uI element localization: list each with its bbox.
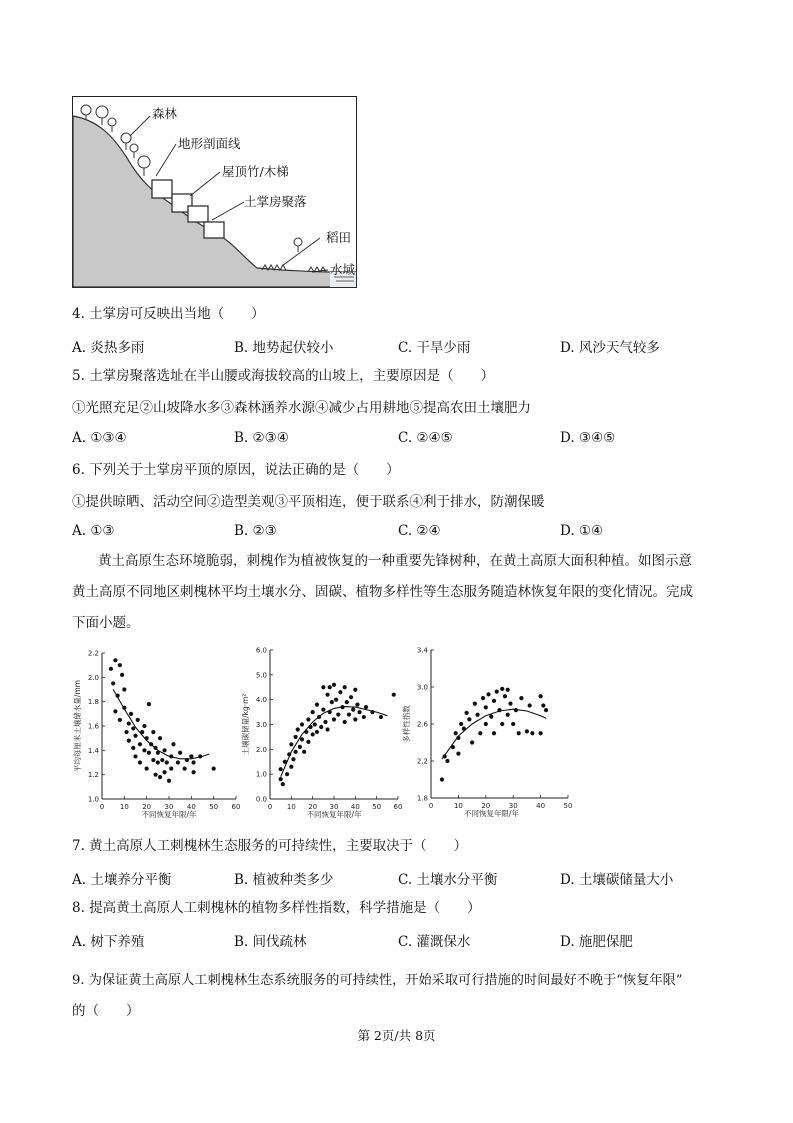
q5-option-c[interactable]: C. ②④⑤ (398, 430, 453, 446)
q6-option-a[interactable]: A. ①③ (72, 523, 115, 539)
data-point (279, 767, 283, 771)
x-tick-label: 0 (99, 803, 105, 811)
data-point (160, 758, 164, 762)
y-tick-label: 0.0 (255, 795, 267, 804)
data-point (178, 751, 182, 755)
data-point (330, 700, 334, 704)
x-tick-label: 10 (119, 803, 129, 811)
data-point (364, 705, 368, 709)
data-point (503, 694, 507, 698)
data-point (539, 694, 543, 698)
q5-option-d[interactable]: D. ③④⑤ (560, 430, 616, 446)
data-point (459, 722, 463, 726)
y-tick-label: 3.0 (255, 721, 267, 729)
data-point (332, 683, 336, 687)
data-point (353, 688, 357, 692)
data-point (151, 730, 155, 734)
y-axis-label: 土壤碳储量/kg·m² (241, 693, 250, 756)
y-tick-label: 2.0 (255, 745, 267, 754)
data-point (462, 727, 466, 731)
data-point (109, 667, 113, 671)
data-point (285, 772, 289, 776)
data-point (147, 702, 151, 706)
data-point (142, 748, 146, 752)
data-point (287, 752, 291, 756)
trend-line (281, 707, 388, 777)
data-point (332, 717, 336, 721)
q7-option-b[interactable]: B. 植被种类多少 (234, 872, 334, 888)
x-axis-label: 不同恢复年限/年 (463, 809, 520, 818)
x-tick-label: 10 (453, 802, 463, 810)
data-point (456, 752, 460, 756)
x-tick-label: 50 (372, 803, 382, 811)
passage-line-1: 黄土高原生态环境脆弱，刺槐作为植被恢复的一种重要先锋树种，在黄土高原大面积种植。如图示意 (98, 553, 692, 569)
x-tick-label: 40 (350, 803, 360, 811)
q7-option-c[interactable]: C. 土壤水分平衡 (398, 872, 498, 888)
q8-option-a[interactable]: A. 树下养殖 (72, 934, 145, 950)
x-tick-label: 40 (186, 803, 196, 811)
x-tick-label: 20 (142, 803, 152, 811)
data-point (169, 754, 173, 758)
data-point (358, 710, 362, 714)
data-point (300, 722, 304, 726)
data-point (311, 710, 315, 714)
q6-option-c[interactable]: C. ②④ (398, 523, 441, 539)
data-point (465, 711, 469, 715)
y-tick-label: 6.0 (255, 646, 267, 655)
q6-option-d[interactable]: D. ①④ (560, 523, 604, 539)
charts-svg (68, 645, 588, 820)
data-point (212, 766, 216, 770)
terrain-profile-svg (72, 96, 357, 288)
data-point (131, 746, 135, 750)
data-point (313, 722, 317, 726)
data-point (198, 754, 202, 758)
chart-3 (401, 647, 572, 819)
data-point (116, 693, 120, 697)
x-tick-label: 20 (481, 802, 491, 810)
data-point (167, 779, 171, 783)
question-8-stem: 8. 提高黄土高原人工刺槐林的植物多样性指数，科学措施是（ ） (72, 900, 481, 916)
data-point (495, 690, 499, 694)
data-point (308, 725, 312, 729)
data-point (145, 766, 149, 770)
x-tick-label: 30 (329, 803, 339, 811)
data-point (336, 712, 340, 716)
chart-2 (240, 647, 402, 820)
data-point (323, 720, 327, 724)
question-6-stem: 6. 下列关于土掌房平顶的原因，说法正确的是（ ） (72, 462, 400, 478)
data-point (138, 760, 142, 764)
data-point (351, 708, 355, 712)
data-point (539, 731, 543, 735)
data-point (484, 722, 488, 726)
data-point (113, 658, 117, 662)
data-point (127, 721, 131, 725)
data-point (511, 722, 515, 726)
data-point (443, 754, 447, 758)
data-point (133, 754, 137, 758)
q4-option-c[interactable]: C. 干旱少雨 (398, 340, 471, 356)
page-footer: 第 2页/共 8页 (357, 1028, 436, 1043)
data-point (191, 770, 195, 774)
data-point (306, 740, 310, 744)
data-point (315, 703, 319, 707)
data-point (296, 727, 300, 731)
data-point (154, 746, 158, 750)
y-tick-label: 3.4 (416, 646, 428, 655)
data-point (281, 782, 285, 786)
data-point (370, 710, 374, 714)
question-9-stem-line-2: 的（ ） (72, 1003, 140, 1019)
y-tick-label: 2.2 (416, 757, 428, 766)
data-point (156, 751, 160, 755)
data-point (506, 713, 510, 717)
data-point (506, 688, 510, 692)
data-point (454, 731, 458, 735)
y-tick-label: 1.4 (87, 746, 99, 755)
question-7-stem: 7. 黄土高原人工刺槐林生态服务的可持续性，主要取决于（ ） (72, 838, 468, 854)
data-point (321, 708, 325, 712)
data-point (136, 718, 140, 722)
data-point (124, 730, 128, 734)
data-point (525, 729, 529, 733)
passage-line-2: 黄土高原不同地区刺槐林平均土壤水分、固碳、植物多样性等生态服务随造林恢复年限的变化情况。完成 (72, 584, 693, 600)
x-tick-label: 0 (267, 803, 273, 811)
charts-area (68, 645, 588, 820)
label-water: 水域 (330, 262, 356, 277)
data-point (392, 693, 396, 697)
y-tick-label: 4.0 (255, 696, 267, 705)
q5-option-a[interactable]: A. ①③④ (72, 430, 127, 446)
data-point (500, 687, 504, 691)
y-tick-label: 2.2 (87, 649, 99, 658)
data-point (154, 773, 158, 777)
data-point (326, 693, 330, 697)
y-tick-label: 2.6 (416, 720, 428, 729)
y-tick-label: 3.0 (416, 683, 428, 692)
data-point (343, 685, 347, 689)
data-point (306, 717, 310, 721)
label-paddy: 稻田 (326, 230, 352, 245)
y-tick-label: 1.2 (87, 771, 99, 780)
data-point (440, 777, 444, 781)
x-tick-label: 20 (308, 803, 318, 811)
data-point (467, 717, 471, 721)
question-5-statements: ①光照充足②山坡降水多③森林涵养水源④减少占用耕地⑤提高农田土壤肥力 (72, 400, 531, 416)
data-point (291, 757, 295, 761)
question-4-stem: 4. 土掌房可反映出当地（ ） (72, 306, 265, 322)
data-point (528, 703, 532, 707)
data-point (145, 736, 149, 740)
y-axis-label: 平均每厘米土壤储水量/mm (73, 679, 82, 773)
data-point (519, 696, 523, 700)
data-point (379, 715, 383, 719)
y-axis-label: 多样性指数 (402, 705, 411, 743)
question-9-stem-line-1: 9. 为保证黄土高原人工刺槐林生态系统服务的可持续性，开始采取可行措施的时间最好不晚于“恢复年限” (72, 973, 683, 988)
data-point (156, 760, 160, 764)
data-point (298, 745, 302, 749)
data-point (478, 731, 482, 735)
data-point (517, 731, 521, 735)
data-point (473, 702, 477, 706)
data-point (319, 725, 323, 729)
label-forest: 森林 (152, 106, 178, 121)
x-tick-label: 40 (536, 802, 546, 810)
data-point (475, 713, 479, 717)
data-point (492, 731, 496, 735)
label-profile-line: 地形剖面线 (178, 136, 241, 151)
data-point (338, 690, 342, 694)
q7-option-d[interactable]: D. 土壤碳储量大小 (560, 872, 674, 888)
x-tick-label: 0 (428, 802, 434, 810)
data-point (326, 727, 330, 731)
data-point (514, 708, 518, 712)
data-point (189, 754, 193, 758)
data-point (497, 708, 501, 712)
y-tick-label: 5.0 (255, 671, 267, 680)
data-point (321, 685, 325, 689)
data-point (328, 710, 332, 714)
y-tick-label: 1.8 (87, 698, 99, 707)
data-point (349, 695, 353, 699)
data-point (334, 698, 338, 702)
label-village: 土掌房聚落 (244, 194, 307, 209)
data-point (283, 760, 287, 764)
data-point (451, 745, 455, 749)
data-point (279, 777, 283, 781)
data-point (122, 687, 126, 691)
q4-option-d[interactable]: D. 风沙天气较多 (560, 340, 660, 356)
data-point (353, 717, 357, 721)
data-point (185, 758, 189, 762)
data-point (328, 685, 332, 689)
data-point (294, 735, 298, 739)
question-6-statements: ①提供晾晒、活动空间②造型美观③平顶相连，便于联系④利于排水，防潮保暖 (72, 494, 545, 510)
y-tick-label: 1.8 (416, 794, 428, 803)
passage-line-3: 下面小题。 (72, 615, 140, 631)
data-point (142, 724, 146, 728)
chart-1 (72, 650, 240, 820)
y-tick-label: 1.0 (255, 770, 267, 779)
data-point (122, 706, 126, 710)
question-5-stem: 5. 土掌房聚落选址在半山腰或海拔较高的山坡上，主要原因是（ ） (72, 368, 495, 384)
data-point (111, 681, 115, 685)
data-point (147, 751, 151, 755)
x-axis-label: 不同恢复年限/年 (306, 810, 362, 819)
data-point (456, 736, 460, 740)
data-point (158, 736, 162, 740)
data-point (127, 739, 131, 743)
data-point (343, 720, 347, 724)
data-point (140, 730, 144, 734)
data-point (118, 718, 122, 722)
q4-option-b[interactable]: B. 地势起伏较小 (234, 340, 334, 356)
data-point (294, 750, 298, 754)
data-point (300, 737, 304, 741)
data-point (162, 770, 166, 774)
data-point (304, 730, 308, 734)
data-point (541, 703, 545, 707)
data-point (345, 700, 349, 704)
data-point (484, 705, 488, 709)
data-point (486, 692, 490, 696)
data-point (183, 766, 187, 770)
data-point (530, 731, 534, 735)
label-roof: 屋顶竹/木梯 (222, 164, 289, 179)
q8-option-c[interactable]: C. 灌溉保水 (398, 934, 471, 950)
y-tick-label: 2.0 (87, 673, 99, 682)
data-point (302, 750, 306, 754)
data-point (129, 712, 133, 716)
data-point (289, 742, 293, 746)
data-point (500, 722, 504, 726)
data-point (133, 734, 137, 738)
data-point (176, 760, 180, 764)
x-tick-label: 60 (231, 803, 241, 811)
q8-option-d[interactable]: D. 施肥保肥 (560, 934, 633, 950)
data-point (191, 760, 195, 764)
data-point (120, 673, 124, 677)
x-tick-label: 30 (164, 803, 174, 811)
data-point (311, 732, 315, 736)
data-point (445, 759, 449, 763)
data-point (481, 696, 485, 700)
data-point (489, 715, 493, 719)
y-tick-label: 1.6 (87, 722, 99, 731)
x-tick-label: 60 (393, 803, 403, 811)
q4-option-a[interactable]: A. 炎热多雨 (72, 340, 145, 356)
data-point (340, 705, 344, 709)
x-tick-label: 50 (563, 802, 573, 810)
data-point (508, 702, 512, 706)
data-point (470, 740, 474, 744)
data-point (544, 708, 548, 712)
x-axis-label: 不同恢复年限/年 (141, 810, 197, 819)
data-point (317, 715, 321, 719)
data-point (315, 730, 319, 734)
q8-option-b[interactable]: B. 间伐疏林 (234, 934, 307, 950)
data-point (158, 775, 162, 779)
data-point (131, 726, 135, 730)
data-point (113, 709, 117, 713)
data-point (355, 703, 359, 707)
x-tick-label: 50 (209, 803, 219, 811)
q6-option-b[interactable]: B. ②③ (234, 523, 277, 539)
data-point (171, 742, 175, 746)
q7-option-a[interactable]: A. 土壤养分平衡 (72, 872, 172, 888)
passage (72, 546, 732, 639)
data-point (151, 758, 155, 762)
q5-option-b[interactable]: B. ②③④ (234, 430, 289, 446)
data-point (165, 760, 169, 764)
data-point (118, 663, 122, 667)
data-point (162, 748, 166, 752)
y-tick-label: 1.0 (87, 795, 99, 804)
x-tick-label: 10 (286, 803, 296, 811)
data-point (362, 715, 366, 719)
data-point (492, 699, 496, 703)
data-point (138, 742, 142, 746)
data-point (347, 712, 351, 716)
data-point (289, 765, 293, 769)
data-point (169, 766, 173, 770)
terrain-diagram (72, 96, 357, 288)
x-tick-label: 30 (508, 802, 518, 810)
data-point (149, 742, 153, 746)
